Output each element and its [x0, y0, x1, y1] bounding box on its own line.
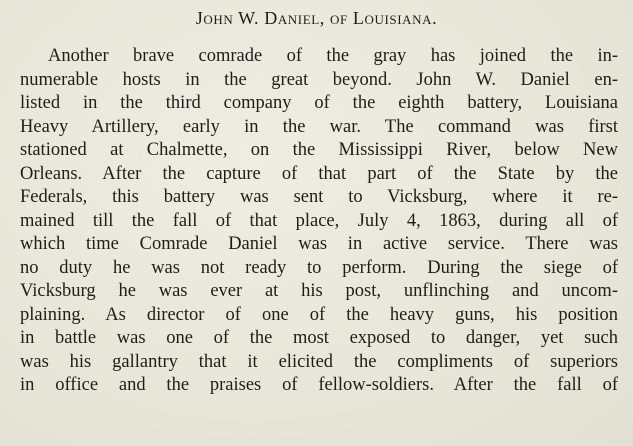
text-line: mained till the fall of that place, July 4, 1863, during all of — [20, 210, 618, 231]
text-line: numerable hosts in the great beyond. John W. Daniel en- — [20, 69, 618, 90]
text-line: Orleans. After the capture of that part of the State by the — [20, 163, 618, 184]
text-line: which time Comrade Daniel was in active service. There was — [20, 234, 618, 254]
text-line: in battle was one of the most exposed to danger, yet such — [20, 328, 618, 348]
text-line: Heavy Artillery, early in the war. The command was first — [20, 116, 618, 137]
article-body — [20, 45, 618, 398]
text-line: plaining. As director of one of the heavy guns, his position — [20, 304, 618, 325]
text-line: Vicksburg he was ever at his post, unflinching and uncom- — [20, 281, 618, 301]
text-line: listed in the third company of the eighth battery, Louisiana — [20, 93, 618, 113]
text-line: no duty he was not ready to perform. During the siege of — [20, 257, 618, 278]
text-line: Another brave comrade of the gray has joined the in- — [48, 46, 618, 66]
text-line: Federals, this battery was sent to Vicksburg, where it re- — [20, 187, 618, 207]
text-line: was his gallantry that it elicited the compliments of superiors — [20, 351, 618, 372]
article-title: John W. Daniel, of Louisiana. — [195, 8, 438, 28]
text-line: stationed at Chalmette, on the Mississippi River, below New — [20, 140, 618, 160]
text-line: in office and the praises of fellow-soldiers. After the fall of — [20, 375, 618, 395]
